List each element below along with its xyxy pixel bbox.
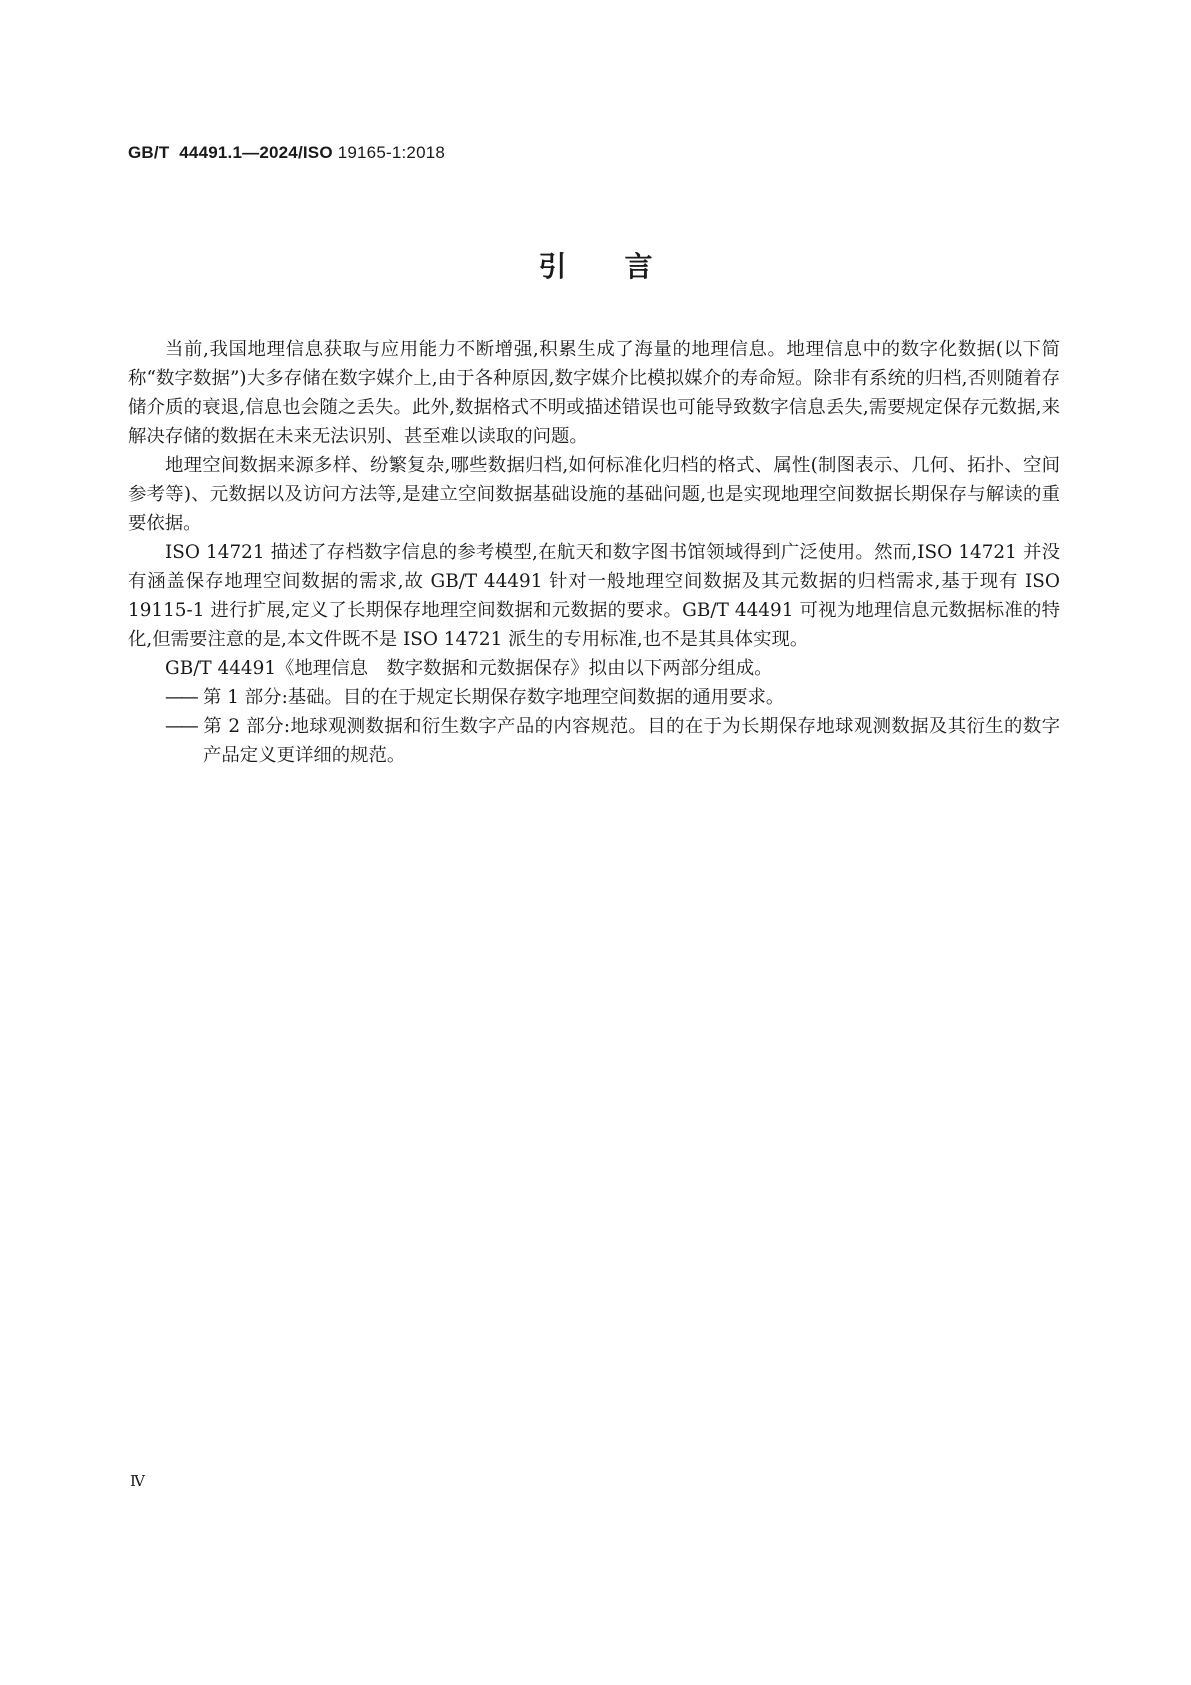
list-item <box>128 712 1060 770</box>
paragraph: ISO 14721 描述了存档数字信息的参考模型,在航天和数字图书馆领域得到广泛使用。然而,ISO 14721 并没有涵盖保存地理空间数据的需求,故 GB/T 44491 针对一般地理空间数据及其元数据的归档需求,基于现有 ISO 19115-1 进行扩展,定义了长期保存地理空间数据和元数据的要求。GB/T 44491 可视为地理信息元数据标准的特化,但需要注意的是,本文件既不是 ISO 14721 派生的专用标准,也不是其具体实现。 <box>128 542 1060 650</box>
paragraph: 地理空间数据来源多样、纷繁复杂,哪些数据归档,如何标准化归档的格式、属性(制图表示、几何、拓扑、空间参考等)、元数据以及访问方法等,是建立空间数据基础设施的基础问题,也是实现地理空间数据长期保存与解读的重要依据。 <box>128 455 1060 534</box>
page-title: 引言 <box>538 250 711 283</box>
page-number: Ⅳ <box>130 1472 145 1490</box>
document-code-number: 44491.1—2024/ISO <box>179 143 333 162</box>
paragraph: GB/T 44491《地理信息 数字数据和元数据保存》拟由以下两部分组成。 <box>165 658 773 679</box>
document-code-iso: 19165-1:2018 <box>337 143 446 162</box>
document-code-prefix: GB/T <box>128 143 170 162</box>
document-code <box>128 143 445 163</box>
list-item <box>128 683 1060 712</box>
list-item-text: 第 2 部分:地球观测数据和衍生数字产品的内容规范。目的在于为长期保存地球观测数据及其衍生的数字产品定义更详细的规范。 <box>203 716 1060 766</box>
list-marker: —— <box>165 687 196 708</box>
list-marker: —— <box>165 716 196 737</box>
list-item-text: 第 1 部分:基础。目的在于规定长期保存数字地理空间数据的通用要求。 <box>203 687 785 708</box>
paragraph: 当前,我国地理信息获取与应用能力不断增强,积累生成了海量的地理信息。地理信息中的数字化数据(以下简称“数字数据”)大多存储在数字媒介上,由于各种原因,数字媒介比模拟媒介的寿命短。除非有系统的归档,否则随着存储介质的衰退,信息也会随之丢失。此外,数据格式不明或描述错误也可能导致数字信息丢失,需要规定保存元数据,来解决存储的数据在未来无法识别、甚至难以读取的问题。 <box>128 339 1060 447</box>
introduction-body <box>128 335 1060 770</box>
